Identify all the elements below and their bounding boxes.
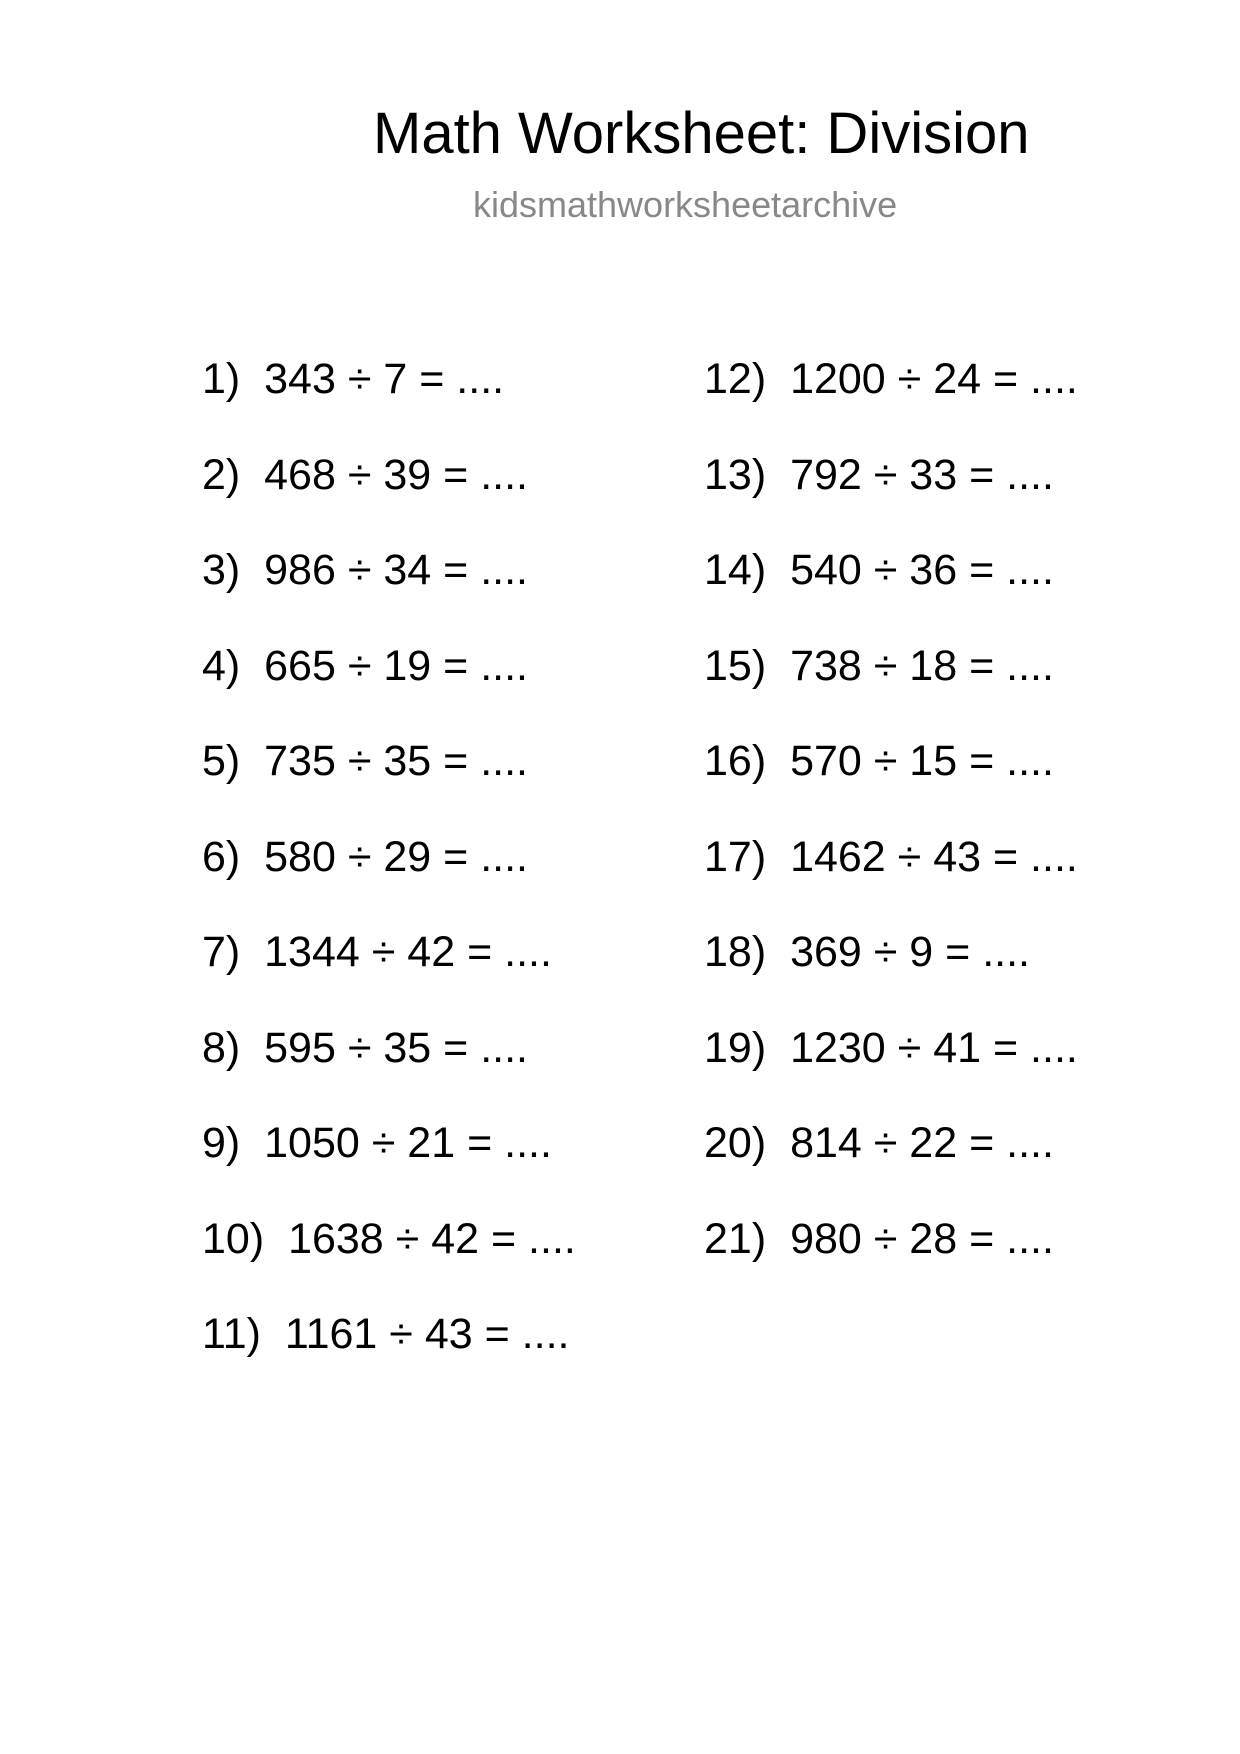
spacer — [240, 355, 264, 403]
problem-expression: 738 ÷ 18 = .... — [790, 641, 1054, 690]
problem-item — [202, 732, 576, 828]
spacer — [766, 1215, 790, 1263]
problem-expression: 792 ÷ 33 = .... — [790, 450, 1054, 499]
spacer — [766, 642, 790, 690]
problem-item — [704, 828, 1078, 924]
spacer — [264, 1215, 288, 1263]
problem-number: 10) — [202, 1214, 265, 1263]
problem-expression: 369 ÷ 9 = .... — [790, 928, 1031, 976]
spacer — [766, 546, 790, 594]
problem-item — [202, 446, 576, 542]
problem-number: 5) — [202, 737, 241, 785]
spacer — [766, 355, 790, 403]
page-title: Math Worksheet: Division — [373, 101, 1030, 166]
problem-number: 14) — [704, 546, 767, 594]
problem-item — [202, 637, 576, 733]
problem-expression: 1344 ÷ 42 = .... — [264, 928, 552, 976]
problem-item — [202, 1210, 576, 1306]
problem-number: 9) — [202, 1119, 241, 1167]
problem-item — [704, 923, 1078, 1019]
problem-number: 11) — [202, 1310, 261, 1358]
spacer — [240, 546, 264, 594]
problem-number: 6) — [202, 832, 241, 881]
problem-number: 15) — [704, 641, 767, 690]
site-name: kidsmathworksheetarchive — [473, 184, 898, 225]
spacer — [240, 1024, 264, 1072]
problem-expression: 665 ÷ 19 = .... — [264, 641, 528, 690]
spacer — [240, 833, 264, 881]
spacer — [240, 928, 264, 976]
problem-expression: 540 ÷ 36 = .... — [790, 546, 1054, 594]
spacer — [261, 1310, 285, 1358]
problem-item — [202, 828, 576, 924]
problem-expression: 1161 ÷ 43 = .... — [284, 1310, 570, 1358]
problem-item — [704, 446, 1078, 542]
problem-expression: 1050 ÷ 21 = .... — [264, 1119, 552, 1167]
problem-number: 18) — [704, 928, 767, 976]
spacer — [240, 642, 264, 690]
problem-number: 20) — [704, 1119, 767, 1167]
problem-item — [704, 1019, 1078, 1115]
problem-number: 1) — [202, 355, 241, 403]
spacer — [766, 833, 790, 881]
problem-item — [704, 732, 1078, 828]
problem-expression: 570 ÷ 15 = .... — [790, 737, 1054, 785]
problem-number: 2) — [202, 450, 241, 499]
problem-item — [704, 1210, 1078, 1306]
problem-expression: 980 ÷ 28 = .... — [790, 1214, 1054, 1263]
problem-expression: 595 ÷ 35 = .... — [264, 1023, 528, 1072]
problem-expression: 735 ÷ 35 = .... — [264, 737, 528, 785]
problem-number: 21) — [704, 1214, 767, 1263]
problem-number: 7) — [202, 928, 241, 976]
problem-expression: 580 ÷ 29 = .... — [264, 832, 528, 881]
problem-item — [704, 350, 1078, 446]
problem-expression: 1230 ÷ 41 = .... — [790, 1023, 1078, 1072]
problem-number: 4) — [202, 641, 241, 690]
problem-expression: 468 ÷ 39 = .... — [264, 450, 528, 499]
problem-expression: 1638 ÷ 42 = .... — [288, 1214, 576, 1263]
problems-column-right — [704, 350, 1078, 1305]
problem-number: 17) — [704, 832, 767, 881]
spacer — [766, 737, 790, 785]
spacer — [766, 1024, 790, 1072]
problem-item — [704, 541, 1078, 637]
problem-expression: 343 ÷ 7 = .... — [264, 355, 505, 403]
problem-item — [202, 1019, 576, 1115]
spacer — [240, 451, 264, 499]
problem-number: 19) — [704, 1023, 767, 1072]
problem-number: 16) — [704, 737, 767, 785]
spacer — [766, 451, 790, 499]
problem-item — [202, 1114, 576, 1210]
problem-item — [704, 1114, 1078, 1210]
problem-item — [202, 1305, 576, 1401]
problem-expression: 814 ÷ 22 = .... — [790, 1119, 1054, 1167]
spacer — [240, 737, 264, 785]
problems-column-left — [202, 350, 576, 1401]
problem-number: 13) — [704, 450, 767, 499]
spacer — [240, 1119, 264, 1167]
problem-item — [202, 350, 576, 446]
problem-expression: 986 ÷ 34 = .... — [264, 546, 528, 594]
problem-item — [704, 637, 1078, 733]
problem-item — [202, 541, 576, 637]
problem-number: 8) — [202, 1023, 241, 1072]
problem-number: 12) — [704, 355, 767, 403]
problem-item — [202, 923, 576, 1019]
problem-expression: 1200 ÷ 24 = .... — [790, 355, 1078, 403]
problem-number: 3) — [202, 546, 241, 594]
problem-expression: 1462 ÷ 43 = .... — [790, 832, 1078, 881]
spacer — [766, 928, 790, 976]
spacer — [766, 1119, 790, 1167]
